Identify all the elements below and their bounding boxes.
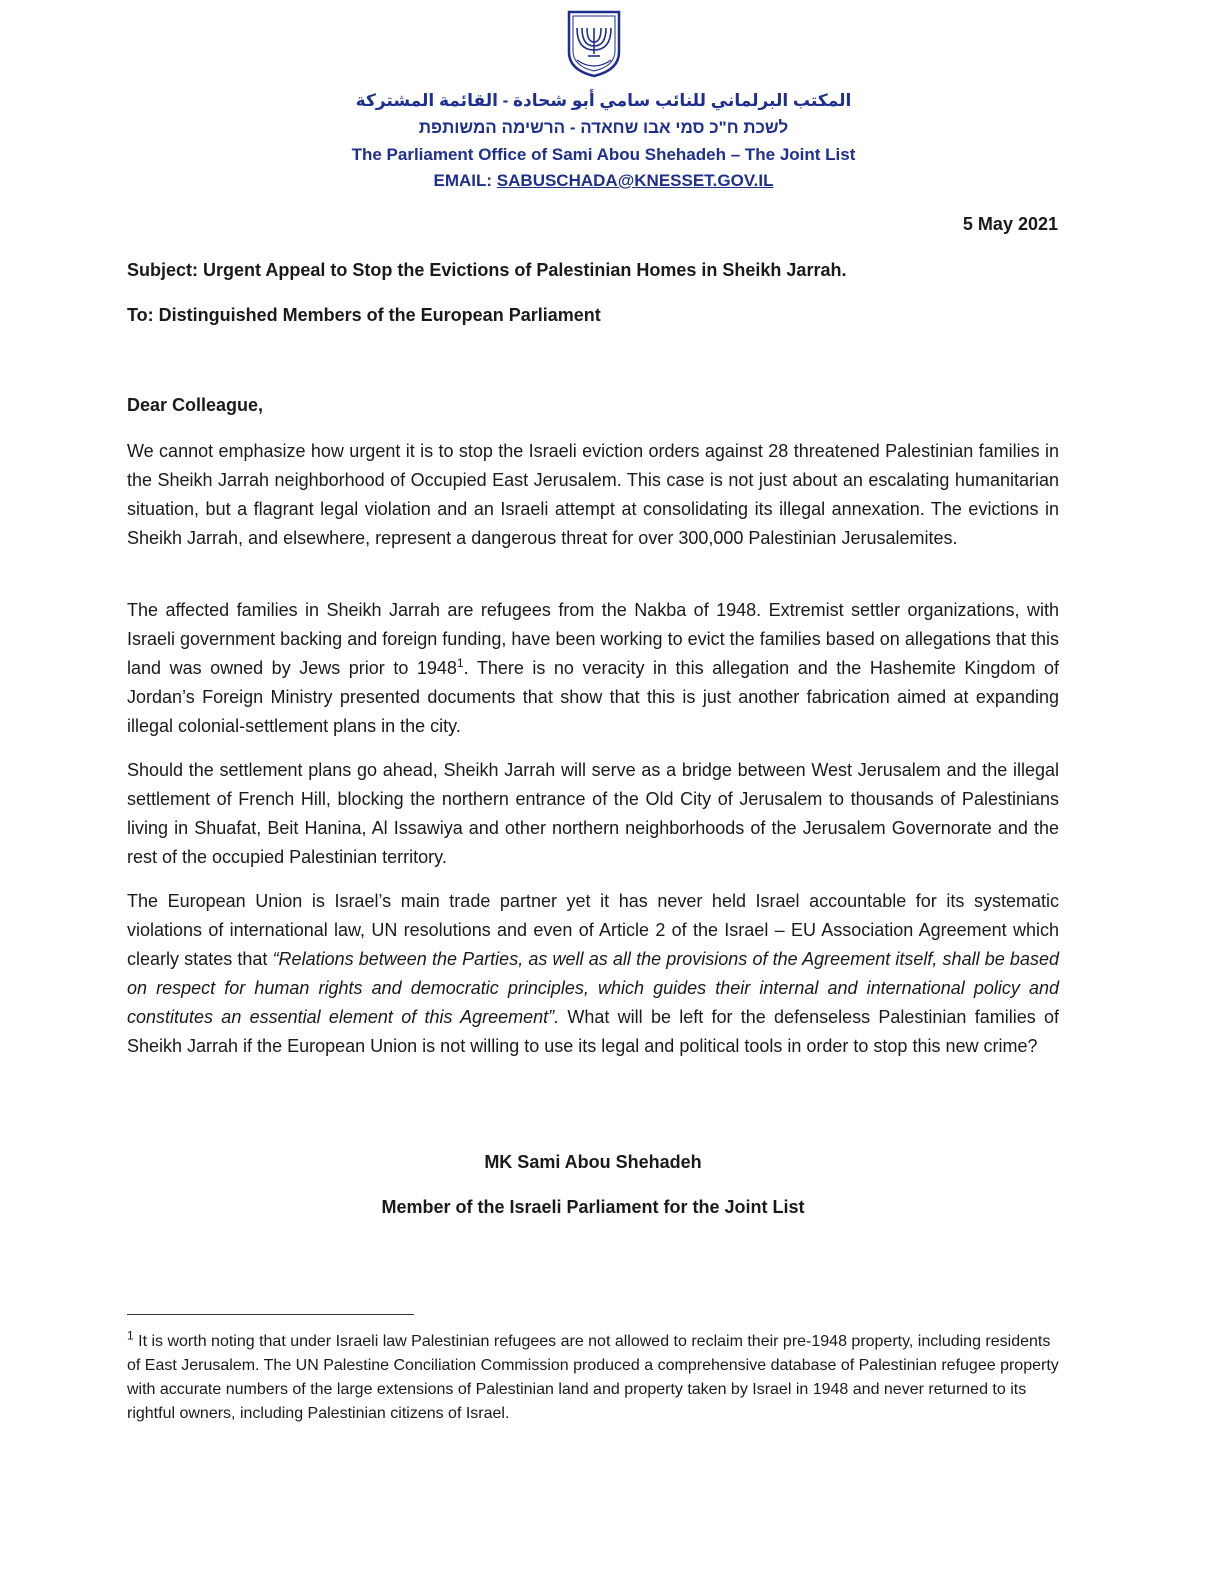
email-label: EMAIL: xyxy=(433,171,497,190)
email-link[interactable]: SABUSCHADA@KNESSET.GOV.IL xyxy=(496,171,774,190)
footnote-reference: 1 xyxy=(456,656,464,670)
header-english: The Parliament Office of Sami Abou Shehadeh – The Joint List xyxy=(351,145,856,164)
header-hebrew: לשכת ח"כ סמי אבו שחאדה - הרשימה המשותפת xyxy=(418,118,789,137)
footnote-mark: 1 xyxy=(127,1328,134,1343)
paragraph-4 xyxy=(127,887,1059,1061)
footnote-text: It is worth noting that under Israeli law Palestinian refugees are not allowed to reclaim their pre-1948 property, including residents of East Jerusalem. The UN Palestine Conciliation Commission produced a comprehensive database of Palestinian refugee property with accurate numbers of the large extensions of Palestinian land and property taken by Israel in 1948 and never returned to its rightful owners, including Palestinian citizens of Israel. xyxy=(127,1333,1059,1422)
header-email xyxy=(0,171,1207,191)
paragraph-1: We cannot emphasize how urgent it is to stop the Israeli eviction orders against 28 threatened Palestinian families in the Sheikh Jarrah neighborhood of Occupied East Jerusalem. This case is not just about an escalating humanitarian situation, but a flagrant legal violation and an Israeli attempt at consolidating its illegal annexation. The evictions in Sheikh Jarrah, and elsewhere, represent a dangerous threat for over 300,000 Palestinian Jerusalemites. xyxy=(127,441,1059,548)
letter-salutation: Dear Colleague, xyxy=(127,395,264,415)
paragraph-2 xyxy=(127,596,1059,741)
paragraph-3: Should the settlement plans go ahead, Sheikh Jarrah will serve as a bridge between West Jerusalem and the illegal settlement of French Hill, blocking the northern entrance of the Old City of Jerusalem to thousands of Palestinians living in Shuafat, Beit Hanina, Al Issawiya and other northern neighborhoods of the Jerusalem Governorate and the rest of the occupied Palestinian territory. xyxy=(127,760,1059,867)
paragraph-4-text-b: What will be left for the defenseless Palestinian families of Sheikh Jarrah if the European Union is not willing to use its legal and political tools in order to stop this new crime? xyxy=(127,1007,1059,1056)
paragraph-4-quote: “Relations between the Parties, as well as all the provisions of the Agreement itself, shall be based on respect for human rights and democratic principles, which guides their internal and international policy and constitutes an essential element of this Agreement”. xyxy=(127,949,1059,1027)
footnote xyxy=(127,1330,1067,1426)
signature-title: Member of the Israeli Parliament for the Joint List xyxy=(381,1197,805,1217)
letter-recipient: To: Distinguished Members of the European Parliament xyxy=(127,305,601,325)
knesset-emblem-icon xyxy=(565,8,623,78)
footnote-divider xyxy=(127,1314,414,1315)
paragraph-2-text-b: . There is no veracity in this allegation and the Hashemite Kingdom of Jordan’s Foreign Ministry presented documents that show that this is just another fabrication aimed at expanding illegal colonial-settlement plans in the city. xyxy=(127,658,1059,736)
signature-name: MK Sami Abou Shehadeh xyxy=(484,1152,702,1172)
letter-subject: Subject: Urgent Appeal to Stop the Evictions of Palestinian Homes in Sheikh Jarrah. xyxy=(127,260,847,280)
letter-date: 5 May 2021 xyxy=(962,214,1058,234)
header-arabic: المكتب البرلماني للنائب سامي أبو شحادة - القائمة المشتركة xyxy=(355,91,852,110)
paragraph-4-text-a: The European Union is Israel’s main trade partner yet it has never held Israel accountable for its systematic violations of international law, UN resolutions and even of Article 2 of the Israel – EU Association Agreement which clearly states that xyxy=(127,891,1059,969)
paragraph-2-text-a: The affected families in Sheikh Jarrah are refugees from the Nakba of 1948. Extremist settler organizations, with Israeli government backing and foreign funding, have been working to evict the families based on allegations that this land was owned by Jews prior to 1948 xyxy=(127,600,1059,678)
